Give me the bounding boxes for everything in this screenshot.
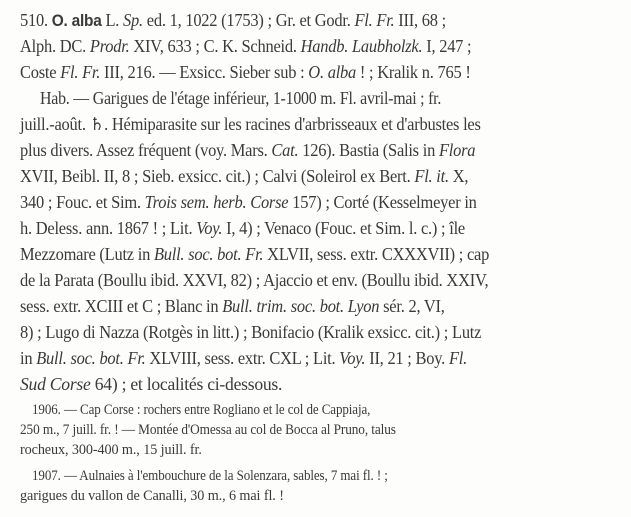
text-segment: Mezzomare (Lutz in bbox=[20, 244, 154, 264]
citation-italic: Sud Corse bbox=[20, 374, 91, 394]
text-segment: I, 247 ; bbox=[422, 36, 472, 56]
text-segment: in bbox=[20, 348, 37, 368]
entry-line bbox=[20, 166, 610, 187]
entry-line bbox=[20, 192, 610, 213]
text-segment: III, 216. — Exsicc. Sieber sub : bbox=[100, 62, 309, 82]
text-segment: III, 68 ; bbox=[394, 10, 447, 30]
text-segment: L. bbox=[105, 10, 124, 30]
citation-italic: Fl. Fr. bbox=[354, 10, 395, 30]
citation-italic: Trois sem. herb. Corse bbox=[144, 192, 289, 212]
text-segment: Coste bbox=[20, 62, 61, 82]
entry-line bbox=[20, 114, 610, 135]
text-segment: 340 ; Fouc. et Sim. bbox=[20, 192, 145, 212]
text-segment: II, 21 ; Boy. bbox=[365, 348, 449, 368]
citation-italic: Fl. Fr. bbox=[60, 62, 101, 82]
citation-italic: Bull. soc. bot. Fr. bbox=[36, 348, 146, 368]
entry-line bbox=[20, 270, 610, 291]
citation-italic: Cat. bbox=[271, 140, 299, 160]
text-segment: 8) ; Lugo di Nazza (Rotgès in litt.) ; Bonifacio (Kralik exsicc. cit.) ; Lutz bbox=[20, 322, 482, 342]
entry-line bbox=[20, 322, 610, 343]
text-segment: de la Parata (Boullu ibid. XXVI, 82) ; Ajaccio et env. (Boullu ibid. XXIV, bbox=[20, 270, 489, 290]
citation-italic: Voy. bbox=[196, 218, 223, 238]
citation-italic: Handb. Laubholzk. bbox=[300, 36, 423, 56]
taxon-name: O. alba bbox=[51, 12, 102, 30]
citation-italic: Flora bbox=[438, 140, 476, 160]
citation-italic: Voy. bbox=[339, 348, 366, 368]
text-segment: juill.-août. ♄. Hémiparasite sur les racines d'arbrisseaux et d'arbustes les bbox=[20, 114, 481, 134]
record-line: 1907. — Aulnaies à l'embouchure de la Solenzara, sables, 7 mai fl. ! ; bbox=[32, 468, 388, 484]
citation-italic: Bull. soc. bot. Fr. bbox=[153, 244, 264, 264]
entry-line bbox=[20, 36, 610, 57]
entry-line bbox=[20, 296, 610, 317]
text-segment: X, bbox=[448, 166, 469, 186]
text-segment: I, 4) ; Venaco (Fouc. et Sim. l. c.) ; île bbox=[222, 218, 465, 238]
entry-line bbox=[20, 244, 610, 265]
text-segment: ed. 1, 1022 (1753) ; Gr. et Godr. bbox=[142, 10, 355, 30]
text-segment: ! ; Kralik n. 765 ! bbox=[356, 62, 471, 82]
entry-line bbox=[20, 140, 610, 161]
entry-line bbox=[20, 348, 610, 369]
text-segment: sér. 2, VI, bbox=[379, 296, 445, 316]
record-line: garigues du vallon de Canalli, 30 m., 6 mai fl. ! bbox=[20, 488, 284, 504]
entry-line bbox=[20, 62, 610, 83]
entry-line bbox=[20, 10, 610, 31]
text-segment: XVII, Beibl. II, 8 ; Sieb. exsicc. cit.) ; Calvi (Soleirol ex Bert. bbox=[20, 166, 415, 186]
text-segment: XLVIII, sess. extr. CXL ; Lit. bbox=[145, 348, 340, 368]
text-segment: XIV, 633 ; C. K. Schneid. bbox=[129, 36, 301, 56]
record-line: 250 m., 7 juill. fr. ! — Montée d'Omessa au col de Bocca al Pruno, talus bbox=[20, 422, 396, 438]
text-segment: h. Deless. ann. 1867 ! ; Lit. bbox=[20, 218, 197, 238]
text-segment: 64) ; et localités ci-dessous. bbox=[90, 374, 283, 394]
text-segment: XLVII, sess. extr. CXXXVII) ; cap bbox=[263, 244, 490, 264]
citation-italic: O. alba bbox=[308, 62, 357, 82]
text-segment: Alph. DC. bbox=[20, 36, 90, 56]
record-line: 1906. — Cap Corse : rochers entre Rogliano et le col de Cappiaja, bbox=[32, 402, 371, 418]
text-segment: plus divers. Assez fréquent (voy. Mars. bbox=[20, 140, 272, 160]
citation-italic: Sp. bbox=[123, 10, 143, 30]
entry-number: 510. bbox=[20, 10, 52, 30]
text-segment: 157) ; Corté (Kesselmeyer in bbox=[288, 192, 477, 212]
entry-line bbox=[40, 88, 610, 109]
citation-italic: Fl. it. bbox=[414, 166, 449, 186]
text-segment: Hab. — Garigues de l'étage inférieur, 1-1000 m. Fl. avril-mai ; fr. bbox=[40, 88, 442, 108]
text-segment: 126). Bastia (Salis in bbox=[298, 140, 439, 160]
citation-italic: Fl. bbox=[448, 348, 467, 368]
entry-line bbox=[20, 374, 631, 395]
text-segment: sess. extr. XCIII et C ; Blanc in bbox=[20, 296, 223, 316]
citation-italic: Prodr. bbox=[89, 36, 130, 56]
entry-line bbox=[20, 218, 610, 239]
citation-italic: Bull. trim. soc. bot. Lyon bbox=[222, 296, 380, 316]
record-line: rocheux, 300-400 m., 15 juill. fr. bbox=[20, 442, 202, 458]
